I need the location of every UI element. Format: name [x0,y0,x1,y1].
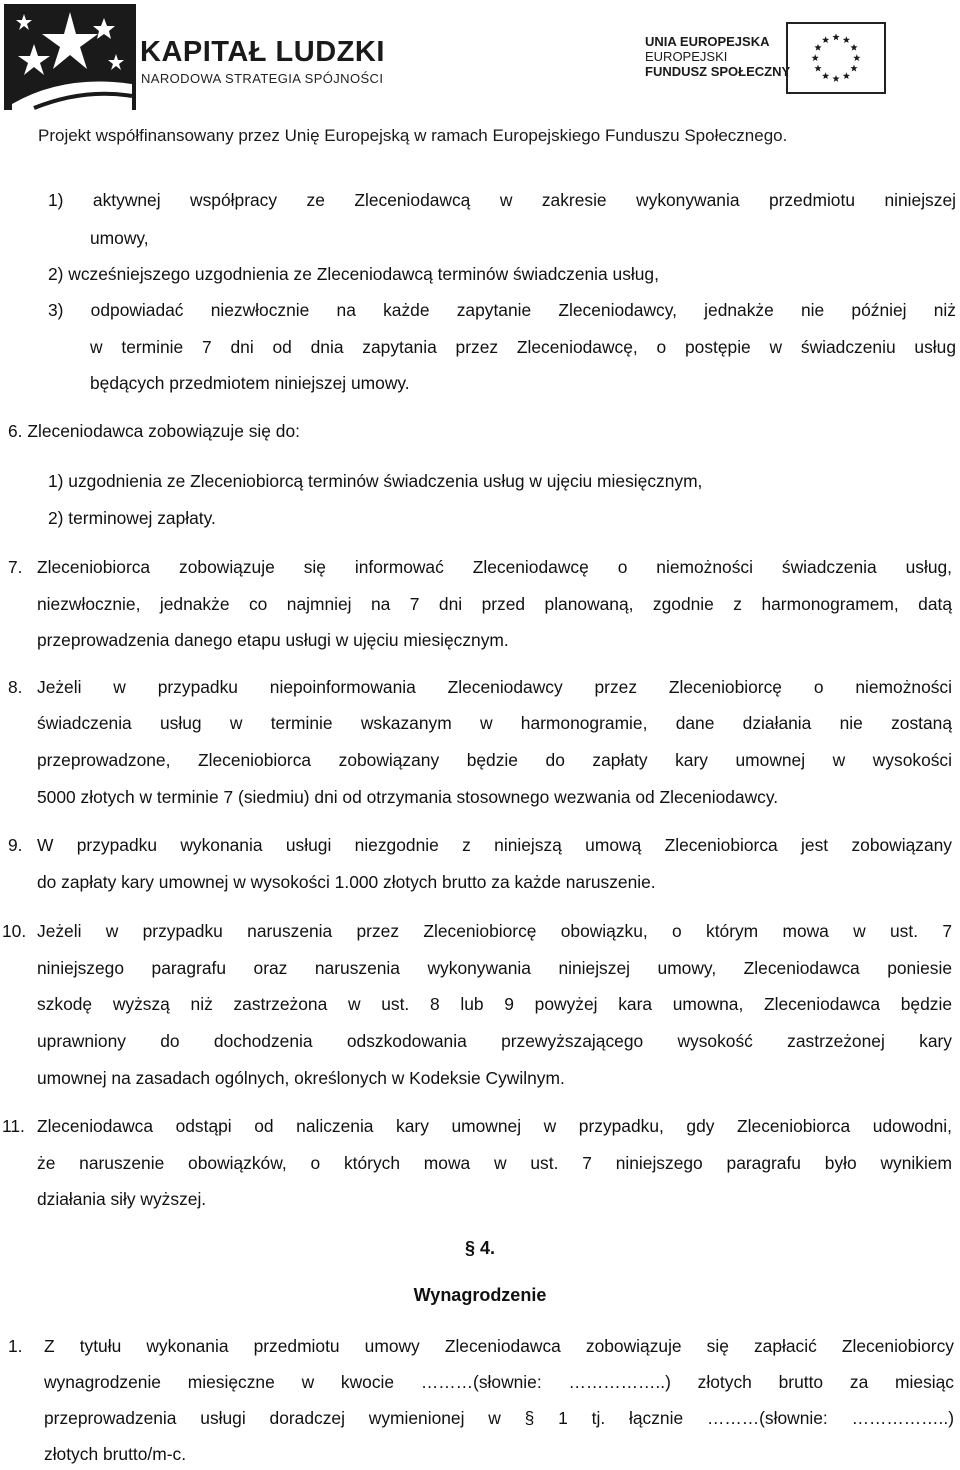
eu-star-icon [812,54,819,61]
section-4-paragraph-1-number: 1. [8,1336,23,1356]
eu-star-icon [814,65,821,72]
section-4-paragraph-1-line-2: wynagrodzenie miesięczne w kwocie ………(słownie: ……………..) złotych brutto za miesiąc [44,1372,954,1392]
paragraph-8-number: 8. [8,677,23,697]
section-4-paragraph-1-line-4: złotych brutto/m-c. [44,1444,187,1464]
paragraph-8-line-2: świadczenia usług w terminie wskazanym w harmonogramie, dane działania nie zostaną [37,713,952,733]
paragraph-11-line-1: Zleceniodawca odstąpi od naliczenia kary umownej w przypadku, gdy Zleceniobiorca udowodni, [37,1116,952,1136]
eu-line-3: FUNDUSZ SPOŁECZNY [645,64,791,79]
paragraph-10-line-2: niniejszego paragrafu oraz naruszenia wykonywania niniejszej umowy, Zleceniodawca poniesie [37,958,952,978]
paragraph-10-line-3: szkodę wyższą niż zastrzeżona w ust. 8 lub 9 powyżej kara umowna, Zleceniodawca będzie [37,994,952,1014]
paragraph-6-item-1: 1) uzgodnienia ze Zleceniobiorcą terminów świadczenia usług w ujęciu miesięcznym, [48,471,703,491]
eu-star-icon [832,33,839,40]
paragraph-8-line-1: Jeżeli w przypadku niepoinformowania Zleceniodawcy przez Zleceniobiorcę o niemożności [37,677,952,697]
eu-star-icon [822,72,829,79]
eu-star-icon [843,36,850,43]
item-5-3-line-1: 3) odpowiadać niezwłocznie na każde zapytanie Zleceniodawcy, jednakże nie później niż [48,300,956,320]
paragraph-6-heading: 6. Zleceniodawca zobowiązuje się do: [8,421,300,441]
item-5-1-line-1: 1) aktywnej współpracy ze Zleceniodawcą w zakresie wykonywania przedmiotu niniejszej [48,190,956,210]
paragraph-11-number: 11. [2,1116,25,1136]
paragraph-7-line-3: przeprowadzenia danego etapu usługi w ujęciu miesięcznym. [37,630,509,650]
paragraph-7-number: 7. [8,557,23,577]
kapital-ludzki-logo-icon [4,4,136,110]
paragraph-9-line-1: W przypadku wykonania usługi niezgodnie z niniejszą umową Zleceniobiorca jest zobowiązany [37,835,952,855]
item-5-3-line-2: w terminie 7 dni od dnia zapytania przez Zleceniodawcę, o postępie w świadczeniu usług [90,337,956,357]
eu-star-icon [822,36,829,43]
eu-line-1: UNIA EUROPEJSKA [645,34,770,49]
item-5-1-line-2: umowy, [90,228,149,248]
eu-line-2: EUROPEJSKI [645,49,728,64]
paragraph-9-number: 9. [8,835,23,855]
kapital-ludzki-subtitle: NARODOWA STRATEGIA SPÓJNOŚCI [141,71,384,86]
paragraph-8-line-3: przeprowadzone, Zleceniobiorca zobowiązany będzie do zapłaty kary umownej w wysokości [37,750,952,770]
item-5-2-line-1: 2) wcześniejszego uzgodnienia ze Zleceniodawcą terminów świadczenia usług, [48,264,659,284]
section-4-paragraph-1-line-3: przeprowadzenia usługi doradczej wymienionej w § 1 tj. łącznie ………(słownie: ……………..) [44,1408,954,1428]
kapital-ludzki-title: KAPITAŁ LUDZKI [140,36,385,68]
eu-logo-text [645,34,790,79]
item-5-3-line-3: będących przedmiotem niniejszej umowy. [90,373,410,393]
project-tagline: Projekt współfinansowany przez Unię Europejską w ramach Europejskiego Funduszu Społecznego. [38,126,788,145]
paragraph-8-line-4: 5000 złotych w terminie 7 (siedmiu) dni od otrzymania stosownego wezwania od Zleceniodawcy. [37,787,779,807]
paragraph-6-item-2: 2) terminowej zapłaty. [48,508,216,528]
paragraph-10-line-4: uprawniony do dochodzenia odszkodowania przewyższającego wysokość zastrzeżonej kary [37,1031,952,1051]
paragraph-7-line-2: niezwłocznie, jednakże co najmniej na 7 dni przed planowaną, zgodnie z harmonogramem, datą [37,594,952,614]
eu-star-icon [814,44,821,51]
paragraph-7-line-1: Zleceniobiorca zobowiązuje się informować Zleceniodawcę o niemożności świadczenia usług, [37,557,952,577]
paragraph-10-line-1: Jeżeli w przypadku naruszenia przez Zleceniobiorcę obowiązku, o którym mowa w ust. 7 [37,921,952,941]
paragraph-11-line-2: że naruszenie obowiązków, o których mowa w ust. 7 niniejszego paragrafu było wynikiem [37,1153,952,1173]
eu-star-icon [850,44,857,51]
eu-star-icon [850,65,857,72]
section-4-paragraph-1-line-1: Z tytułu wykonania przedmiotu umowy Zleceniodawca zobowiązuje się zapłacić Zleceniobiorcy [44,1336,954,1356]
paragraph-9-line-2: do zapłaty kary umownej w wysokości 1.000 złotych brutto za każde naruszenie. [37,872,656,892]
paragraph-10-number: 10. [2,921,27,941]
paragraph-11-line-3: działania siły wyższej. [37,1189,207,1209]
paragraph-10-line-5: umownej na zasadach ogólnych, określonych w Kodeksie Cywilnym. [37,1068,565,1088]
eu-flag-icon [786,22,886,94]
eu-star-icon [853,54,860,61]
section-4-number: § 4. [464,1238,496,1258]
section-4-title: Wynagrodzenie [413,1285,547,1305]
document-header [0,0,960,160]
eu-star-icon [843,72,850,79]
eu-star-icon [832,75,839,82]
